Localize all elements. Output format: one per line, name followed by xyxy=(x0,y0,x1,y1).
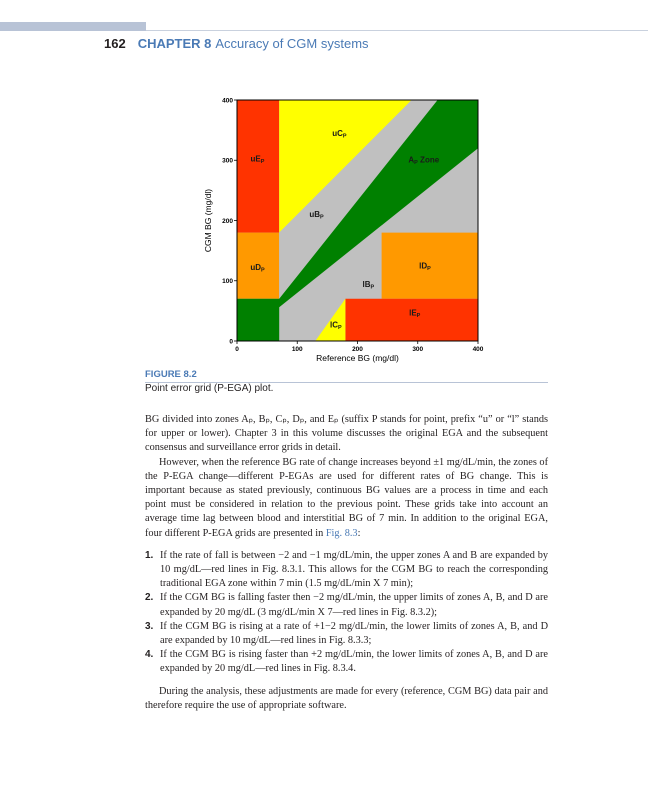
numbered-list xyxy=(145,549,548,677)
list-item xyxy=(145,648,548,676)
header-color-bar xyxy=(0,22,146,31)
list-item xyxy=(145,549,548,592)
zone-label-uEp: uEP xyxy=(250,154,265,165)
figure-link[interactable]: Fig. 8.3 xyxy=(325,527,358,539)
list-item xyxy=(145,620,548,648)
zone-uEp xyxy=(237,100,279,233)
paragraph-2-text: However, when the reference BG rate of change increases beyond ±1 mg/dL/min, the zones of the P-EGA change—different P-EGAs are used for different rates of BG change. This is important because as stated previously, continuous BG values are a process in time and each point must be considered in relation to the previous point. These grids take into account an average time lag between blood and interstitial BG of 7 min. In addition to the original EGA, four different P-EGA grids are presented in xyxy=(145,456,548,539)
y-tick-label: 200 xyxy=(222,217,233,225)
list-text: If the CGM BG is rising at a rate of +1−2 mg/dL/min, the lower limits of zones A, B, and D are expanded by 10 mg/dL—red lines in Fig. 8.3.3; xyxy=(160,620,548,647)
zone-label-lCp: lCP xyxy=(329,320,342,332)
x-tick-label: 200 xyxy=(352,346,363,353)
list-item xyxy=(145,591,548,619)
zone-label-lBp: lBP xyxy=(362,279,375,291)
x-tick-label: 300 xyxy=(412,346,424,353)
x-axis-label: Reference BG (mg/dl) xyxy=(316,353,399,363)
x-tick-label: 0 xyxy=(235,346,239,353)
y-tick-label: 0 xyxy=(229,338,233,346)
y-tick-label: 300 xyxy=(222,157,233,165)
zone-label-uBp: uBP xyxy=(309,209,324,221)
y-tick-label: 400 xyxy=(222,97,233,105)
p-ega-chart xyxy=(195,92,495,364)
zone-label-lDp: lDP xyxy=(419,261,431,273)
chapter-title: Accuracy of CGM systems xyxy=(215,36,369,51)
x-tick-label: 400 xyxy=(472,346,484,353)
figure-caption: Point error grid (P-EGA) plot. xyxy=(145,383,274,394)
chapter-label: CHAPTER 8 xyxy=(137,36,212,51)
x-tick-label: 100 xyxy=(291,346,303,353)
list-text: If the CGM BG is falling faster then −2 mg/dL/min, the upper limits of zones A, B, and D are expanded by 20 mg/dL (3 mg/dL/min X 7—red lines in Fig. 8.3.2); xyxy=(160,592,548,618)
paragraph-3: During the analysis, these adjustments are made for every (reference, CGM BG) data pair and therefore require the use of appropriate software. xyxy=(145,685,548,711)
list-text: If the rate of fall is between −2 and −1 mg/dL/min, the upper zones A and B are expanded by 10 mg/dL—red lines in Fig. 8.3.1. This allows for the CGM BG to reach the corresponding traditional EGA zone within 7 min (1.5 mg/dL/min X 7 min); xyxy=(160,549,548,590)
paragraph-1: BG divided into zones Aₚ, Bₚ, Cₚ, Dₚ, and Eₚ (suffix P stands for point, prefix “u” or “l” stands for upper or lower). Chapter 3 in this volume discusses the original EGA and the subsequent consensus and surveillance error grids in detail. xyxy=(145,414,548,454)
figure-label: FIGURE 8.2 xyxy=(145,369,197,380)
zone-label-uDp: uDP xyxy=(250,262,265,274)
zone-label-lEp: lEP xyxy=(409,308,421,320)
paragraph-2-end: : xyxy=(357,527,361,539)
body-text xyxy=(145,413,548,713)
y-axis-label: CGM BG (mg/dl) xyxy=(203,188,213,253)
header-rule xyxy=(146,30,648,31)
page-number: 162 xyxy=(104,36,126,51)
zone-label-uCp: uCP xyxy=(332,129,347,140)
list-text: If the CGM BG is rising faster than +2 mg/dL/min, the lower limits of zones A, B, and D are expanded by 20 mg/dL—red lines in Fig. 8.3.4. xyxy=(160,649,548,675)
zone-label-Ap-Zone: AP Zone xyxy=(408,155,440,167)
running-header xyxy=(104,36,369,51)
list-number: 3. xyxy=(145,620,154,632)
zone-lEp xyxy=(345,299,478,341)
list-number: 2. xyxy=(145,592,154,604)
paragraph-2 xyxy=(145,456,548,541)
list-number: 1. xyxy=(145,549,154,561)
y-tick-label: 100 xyxy=(222,278,233,286)
list-number: 4. xyxy=(145,649,154,661)
